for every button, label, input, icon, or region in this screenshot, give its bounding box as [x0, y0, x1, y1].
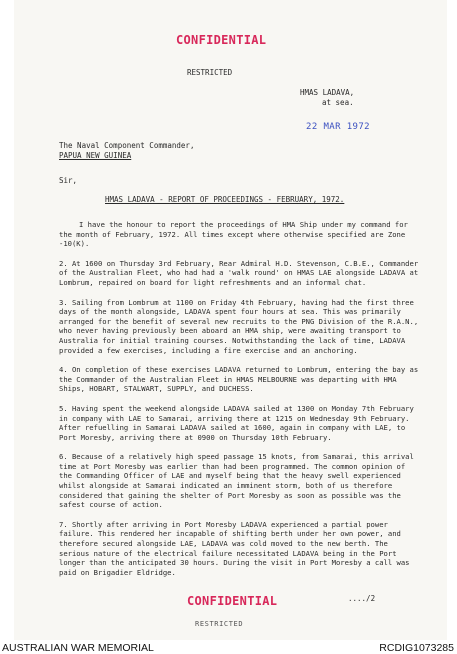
date-stamp: 22 MAR 1972: [306, 122, 371, 132]
sender-block: [300, 88, 354, 108]
paragraph-7: 7. Shortly after arriving in Port Moresby LADAVA experienced a partial power failure. This rendered her incapable of shifting berth under her own power, and therefore secured alongside LAE, LADAVA was cold moved to the new berth. The serious nature of the electrical failure necessitated LADAVA being in the Port longer than the anticipated 30 hours. During the visit in Port Moresby a call was paid on Brigadier Eldridge.: [59, 519, 410, 577]
paragraph-intro: I have the honour to report the proceedings of HMA Ship under my command for the month of February, 1972. All times except where otherwise specified are Zone -10(K).: [59, 220, 408, 249]
addressee-line1: The Naval Component Commander,: [59, 141, 195, 150]
page-continuation: ..../2: [348, 594, 376, 603]
addressee-line2: PAPUA NEW GUINEA: [59, 151, 132, 160]
archive-credit: AUSTRALIAN WAR MEMORIAL: [2, 642, 154, 654]
paragraph-4: 4. On completion of these exercises LADAVA returned to Lombrum, entering the bay as the Commander of the Australian Fleet in HMAS MELBOURNE was departing with HMA Ships, HOBART, STALWART, SUPPLY, and DUCHESS.: [59, 365, 419, 394]
report-subject: HMAS LADAVA - REPORT OF PROCEEDINGS - FEBRUARY, 1972.: [105, 195, 345, 204]
paragraph-6: 6. Because of a relatively high speed passage 15 knots, from Samarai, this arrival time at Port Moresby was earlier than had been programmed. The common opinion of the Commanding Officer of LAE and myself being that the heavy swell experienced whilst alongside at Samarai indicated an imminent storm, both of us therefore considered that gaining the shelter of Port Moresby as soon as possible was the safest course of action.: [59, 452, 414, 510]
document-page: [14, 0, 447, 640]
ship-name: HMAS LADAVA,: [300, 88, 355, 97]
paragraph-2: 2. At 1600 on Thursday 3rd February, Rear Admiral H.D. Stevenson, C.B.E., Commander of the Australian Fleet, who had had a 'walk round' on HMAS LAE alongside LADAVA at Lombrum, repaired on board for light refreshments and an informal chat.: [59, 258, 419, 287]
classification-stamp-top: CONFIDENTIAL: [176, 33, 267, 47]
paragraph-5: 5. Having spent the weekend alongside LADAVA sailed at 1300 on Monday 7th February in company with LAE to Samarai, arriving there at 1215 on Wednesday 9th February. After refuelling in Samarai LADAVA sailed at 1600, again in company with LAE, to Port Moresby, arriving there at 0900 on Thursday 10th February.: [59, 403, 414, 442]
salutation: Sir,: [59, 176, 78, 185]
archive-id: RCDIG1073285: [379, 642, 454, 654]
report-body: [59, 220, 419, 587]
classification-stamp-bottom: CONFIDENTIAL: [187, 594, 278, 608]
ship-location: at sea.: [322, 98, 354, 107]
restricted-marking-bottom: RESTRICTED: [195, 620, 244, 626]
paragraph-3: 3. Sailing from Lombrum at 1100 on Friday 4th February, having had the first three days of the month alongside, LADAVA spent four hours at sea. This was primarily arranged for the benefit of several new recruits to the PNG Division of the R.A.N., who never having previously been aboard an HMA ship, were awaiting transport to Australia for initial training courses. Notwithstanding the lack of time, LADAVA provided a few exercises, including a fire exercise and an anchoring.: [59, 297, 419, 355]
addressee-block: [59, 141, 194, 161]
restricted-marking: RESTRICTED: [187, 68, 233, 77]
